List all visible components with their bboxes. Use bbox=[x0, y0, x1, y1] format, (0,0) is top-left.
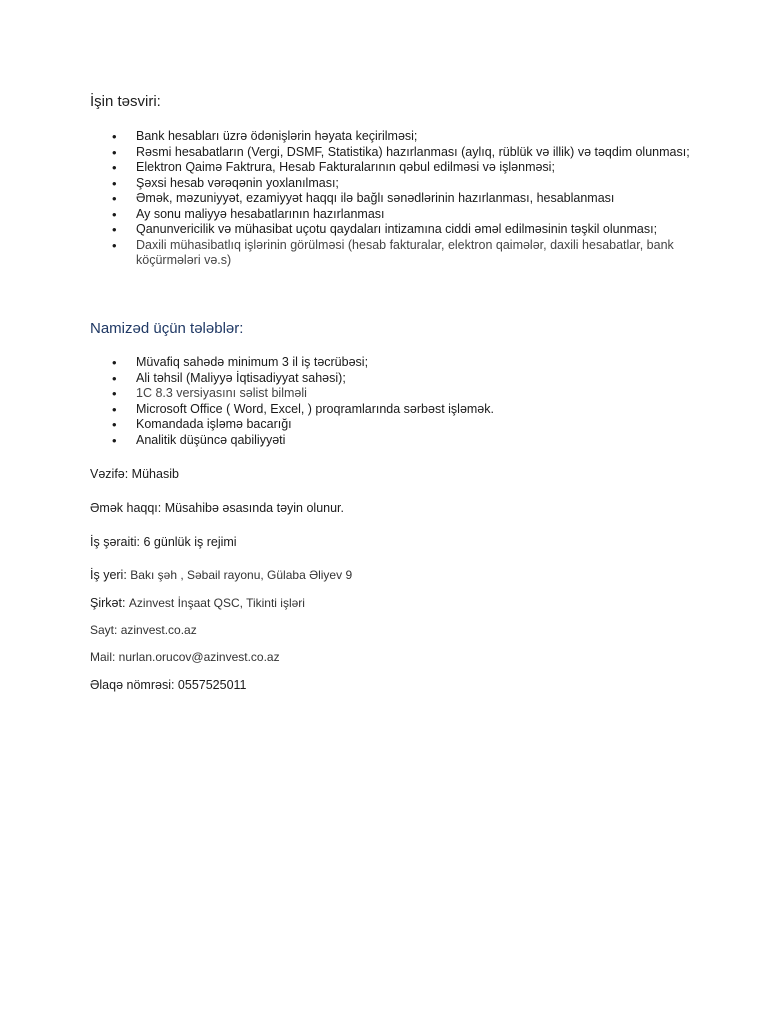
list-item: • 1C 8.3 versiyasını səlist bilməli bbox=[90, 386, 690, 402]
salary-text: Əmək haqqı: Müsahibə əsasında təyin olunur. bbox=[90, 501, 345, 515]
phone-text: Əlaqə nömrəsi: 0557525011 bbox=[90, 678, 247, 692]
list-item: • Daxili mühasibatlıq işlərinin görülməsi (hesab fakturalar, elektron qaimələr, daxili hesabatlar, bank köçürmələri və.s) bbox=[90, 238, 690, 269]
list-item: • Bank hesabları üzrə ödənişlərin həyata keçirilməsi; bbox=[90, 129, 690, 145]
list-item: • Müvafiq sahədə minimum 3 il iş təcrübəsi; bbox=[90, 355, 690, 371]
list-item: • Şəxsi hesab vərəqənin yoxlanılması; bbox=[90, 176, 690, 192]
mail-value: nurlan.orucov@azinvest.co.az bbox=[118, 650, 280, 664]
company-label: Şirkət: bbox=[90, 596, 129, 610]
workplace-value: Bakı şəh , Səbail rayonu, Gülaba Əliyev 9 bbox=[130, 568, 353, 582]
requirements-list bbox=[90, 355, 690, 448]
list-item: • Əmək, məzuniyyət, ezamiyyət haqqı ilə bağlı sənədlərinin hazırlanması, hesablanması bbox=[90, 191, 690, 207]
list-item: • Komandada işləmə bacarığı bbox=[90, 417, 690, 433]
list-item: • Ali təhsil (Maliyyə İqtisadiyyat sahəsi); bbox=[90, 371, 690, 387]
conditions-text: İş şəraiti: 6 günlük iş rejimi bbox=[90, 535, 237, 549]
job-description-list bbox=[90, 129, 690, 269]
site-label: Sayt: bbox=[90, 623, 121, 637]
company-text bbox=[90, 596, 305, 610]
requirements-heading: Namizəd üçün tələblər: bbox=[90, 320, 244, 337]
company-value: Azinvest İnşaat QSC, Tikinti işləri bbox=[128, 596, 305, 610]
position-text: Vəzifə: Mühasib bbox=[90, 467, 179, 481]
job-description-heading: İşin təsviri: bbox=[90, 93, 161, 110]
list-item: • Ay sonu maliyyə hesabatlarının hazırlanması bbox=[90, 207, 690, 223]
site-value: azinvest.co.az bbox=[120, 623, 197, 637]
mail-label: Mail: bbox=[90, 650, 119, 664]
list-item: • Elektron Qaimə Faktrura, Hesab Fakturalarının qəbul edilməsi və işlənməsi; bbox=[90, 160, 690, 176]
list-item: • Qanunvericilik və mühasibat uçotu qaydaları intizamına ciddi əməl edilməsinin təşkil olunması; bbox=[90, 222, 690, 238]
list-item: • Rəsmi hesabatların (Vergi, DSMF, Statistika) hazırlanması (aylıq, rüblük və illik) və təqdim olunması; bbox=[90, 145, 690, 161]
mail-text bbox=[90, 650, 280, 664]
workplace-label: İş yeri: bbox=[90, 568, 131, 582]
list-item: • Analitik düşüncə qabiliyyəti bbox=[90, 433, 690, 449]
list-item: • Microsoft Office ( Word, Excel, ) proqramlarında sərbəst işləmək. bbox=[90, 402, 690, 418]
workplace-text bbox=[90, 568, 352, 582]
site-text bbox=[90, 623, 197, 637]
